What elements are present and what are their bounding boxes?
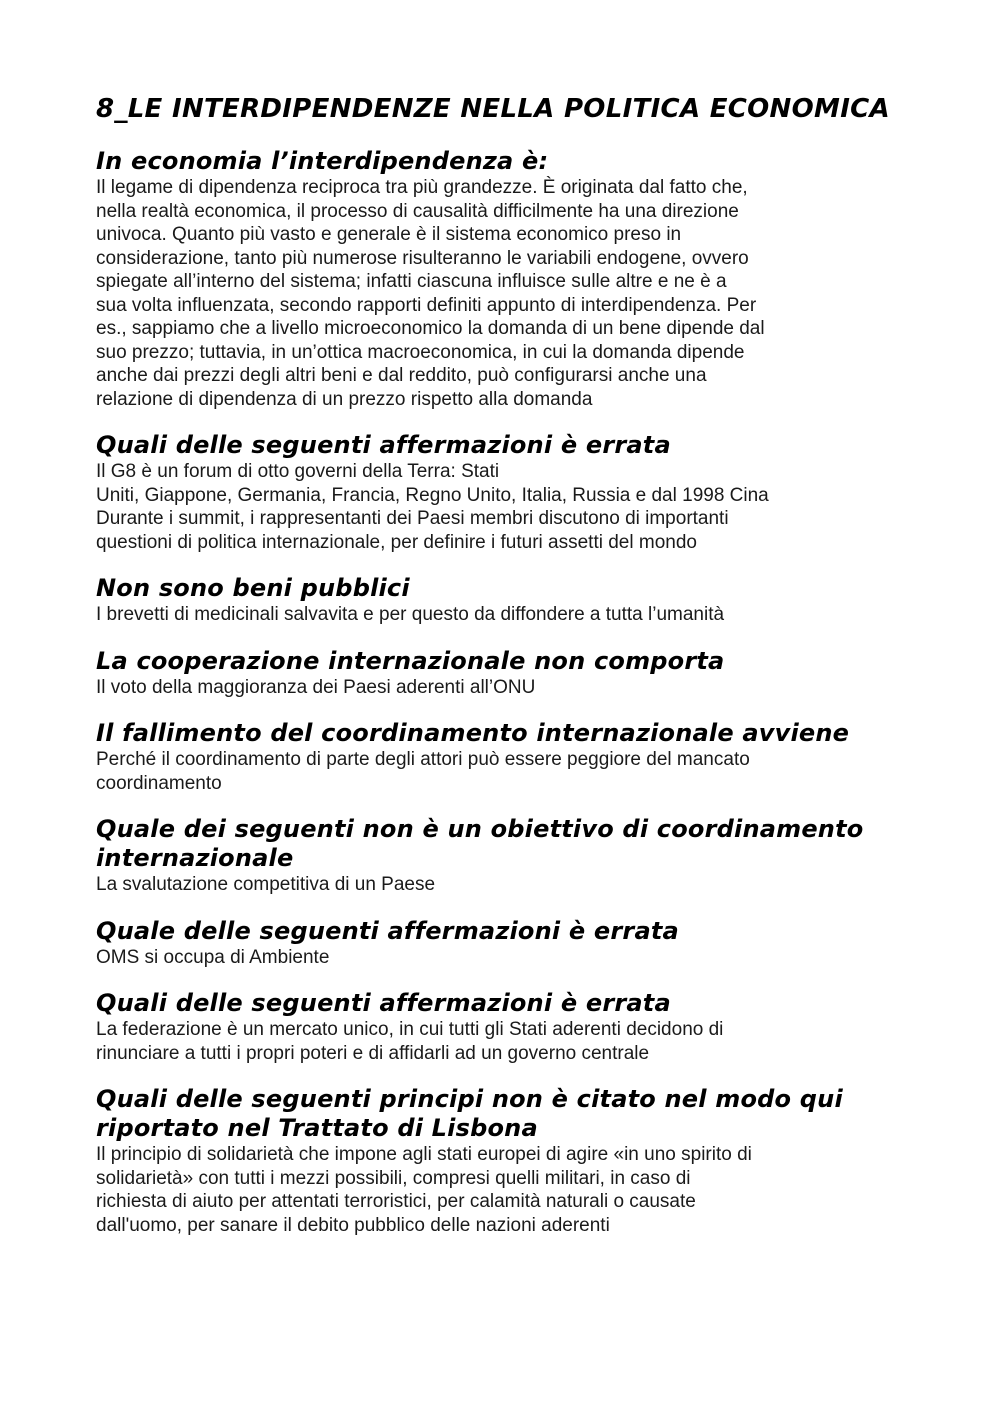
document-body [96,92,916,1257]
qa-section [96,431,916,554]
answer-line: La svalutazione competitiva di un Paese [96,874,436,895]
page-title: 8_LE INTERDIPENDENZE NELLA POLITICA ECONOMICA [96,94,890,124]
answer-text [96,176,916,411]
question-heading: In economia l’interdipendenza è: [96,147,549,175]
answer-line: Il principio di solidarietà che impone agli stati europei di agire «in uno spirito di [96,1144,752,1165]
question-heading: Non sono beni pubblici [96,574,410,602]
answer-line: spiegate all’interno del sistema; infatti ciascuna influisce sulle altre e ne è a [96,271,727,292]
question-heading: Quale delle seguenti affermazioni è errata [96,916,679,945]
qa-section [96,989,916,1065]
qa-list [96,147,916,1237]
answer-text [96,603,916,627]
answer-line: solidarietà» con tutti i mezzi possibili, compresi quelli militari, in caso di [96,1167,691,1189]
question-heading: Quali delle seguenti principi non è citato nel modo qui riportato nel Trattato di Lisbona [96,1085,843,1142]
question-heading: Quali delle seguenti affermazioni è errata [96,989,671,1017]
qa-section [96,1085,916,1237]
question-heading: Quali delle seguenti affermazioni è errata [96,431,671,459]
qa-section [96,147,916,411]
answer-line: rinunciare a tutti i propri poteri e di affidarli ad un governo centrale [96,1042,650,1064]
answer-line: I brevetti di medicinali salvavita e per questo da diffondere a tutta l’umanità [96,604,725,625]
question-heading: La cooperazione internazionale non comporta [96,646,725,675]
answer-line: nella realtà economica, il processo di causalità difficilmente ha una direzione [96,200,739,222]
answer-line: dall'uomo, per sanare il debito pubblico delle nazioni aderenti [96,1214,610,1236]
question-heading: Quale dei seguenti non è un obiettivo di coordinamento internazionale [96,815,864,872]
answer-text [96,1018,916,1065]
qa-section [96,574,916,627]
answer-line: La federazione è un mercato unico, in cui tutti gli Stati aderenti decidono di [96,1019,724,1040]
qa-section [96,719,916,795]
answer-text [96,748,916,795]
answer-line: Il voto della maggioranza dei Paesi aderenti all’ONU [96,676,536,698]
answer-line: questioni di politica internazionale, per definire i futuri assetti del mondo [96,531,697,553]
answer-line: OMS si occupa di Ambiente [96,946,330,968]
answer-line: Perché il coordinamento di parte degli attori può essere peggiore del mancato [96,749,750,770]
answer-line: anche dai prezzi degli altri beni e dal reddito, può configurarsi anche una [96,365,707,386]
answer-text [96,1143,916,1237]
answer-line: Uniti, Giappone, Germania, Francia, Regno Unito, Italia, Russia e dal 1998 Cina [96,484,769,506]
answer-line: Il G8 è un forum di otto governi della Terra: Stati [96,461,500,482]
answer-line: Il legame di dipendenza reciproca tra più grandezze. È originata dal fatto che, [96,177,748,198]
qa-section [96,647,916,700]
answer-text [96,676,916,700]
qa-section [96,917,916,970]
answer-line: considerazione, tanto più numerose risulteranno le variabili endogene, ovvero [96,247,749,269]
answer-text [96,873,916,897]
answer-line: es., sappiamo che a livello microeconomico la domanda di un bene dipende dal [96,318,765,339]
answer-line: suo prezzo; tuttavia, in un’ottica macroeconomica, in cui la domanda dipende [96,341,745,363]
answer-line: relazione di dipendenza di un prezzo rispetto alla domanda [96,388,593,410]
answer-line: univoca. Quanto più vasto e generale è il sistema economico preso in [96,224,682,245]
answer-line: sua volta influenzata, secondo rapporti definiti appunto di interdipendenza. Per [96,294,757,316]
question-heading: Il fallimento del coordinamento internazionale avviene [96,719,850,747]
answer-line: coordinamento [96,772,222,794]
qa-section [96,815,916,897]
answer-text [96,946,916,970]
answer-line: Durante i summit, i rappresentanti dei Paesi membri discutono di importanti [96,508,729,529]
answer-line: richiesta di aiuto per attentati terroristici, per calamità naturali o causate [96,1191,696,1212]
answer-text [96,460,916,554]
